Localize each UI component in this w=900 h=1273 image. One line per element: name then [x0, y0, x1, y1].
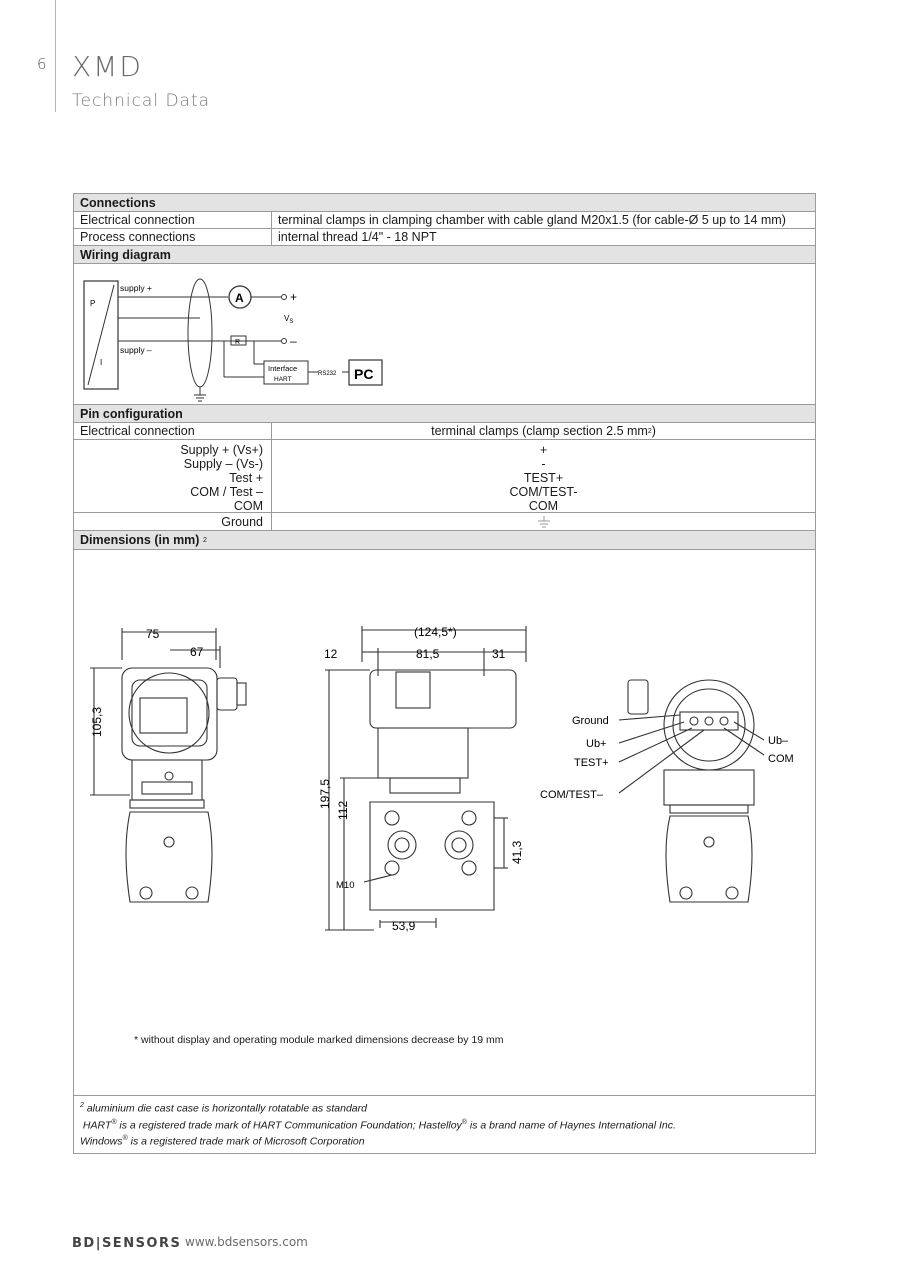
interface-label: Interface: [268, 364, 298, 373]
brand-logo: BD|SENSORS: [72, 1236, 182, 1251]
dimensions-drawing: [74, 550, 815, 1030]
dim-81: 81,5: [416, 647, 440, 661]
pin-electrical-value: terminal clamps (clamp section 2.5 mm 2 ): [431, 424, 656, 438]
pin-value: COM: [528, 499, 559, 513]
footnotes: [74, 1096, 815, 1153]
table-row: [74, 229, 815, 246]
rs232-label: RS232: [318, 371, 337, 377]
pin-value: +: [539, 443, 548, 457]
table-row: [74, 212, 815, 229]
supply-plus-label: supply +: [120, 283, 152, 293]
page-subtitle: Technical Data: [72, 91, 211, 111]
m10-label: M10: [336, 880, 355, 891]
dim-53: 53,9: [392, 919, 416, 933]
ground-icon: [537, 516, 551, 528]
pc-label: PC: [354, 366, 374, 382]
plus-terminal: +: [290, 290, 298, 304]
website-url: www.bdsensors.com: [185, 1235, 308, 1249]
com-label: COM: [768, 753, 794, 765]
page-title: XMD: [72, 50, 143, 83]
footnote-windows: Windows® is a registered trade mark of Microsoft Corporation: [80, 1135, 365, 1148]
header-divider: [55, 0, 56, 112]
footnote-case: $^2$ aluminium die cast case is horizontally rotatable as standard: [80, 1102, 367, 1115]
minus-terminal: –: [290, 334, 297, 348]
ground-terminal-label: Ground: [572, 715, 609, 727]
pin-list: [74, 440, 815, 513]
dim-12: 12: [324, 647, 338, 661]
resistor-label: R: [235, 339, 241, 346]
dim-31: 31: [492, 647, 506, 661]
pin-label: Supply – (Vs-): [183, 457, 263, 471]
dim-67: 67: [190, 645, 204, 659]
ub-minus-label: Ub–: [768, 735, 789, 747]
ground-label: Ground: [74, 513, 272, 530]
electrical-connection-value: terminal clamps in clamping chamber with cable gland M20x1.5 (for cable-Ø 5 up to 14 mm): [278, 213, 786, 227]
test-plus-label: TEST+: [574, 757, 609, 769]
ub-plus-label: Ub+: [586, 738, 607, 750]
table-row: [74, 513, 815, 531]
wiring-heading: Wiring diagram: [74, 246, 815, 264]
dimensions-heading: Dimensions (in mm) 2: [74, 531, 815, 550]
technical-data-table: [73, 193, 816, 1154]
pin-label: Test +: [229, 471, 263, 485]
process-connections-value: internal thread 1/4" - 18 NPT: [278, 230, 437, 244]
p-label: P: [90, 299, 96, 308]
table-row: [74, 423, 815, 440]
pin-label: COM: [233, 499, 263, 513]
dim-41: 41,3: [510, 840, 524, 864]
i-label: I: [100, 358, 103, 367]
vs-label: $V_S$: [284, 314, 294, 325]
dim-112: 112: [336, 800, 350, 820]
wiring-diagram: [74, 264, 815, 405]
dim-197: 197,5: [318, 778, 332, 809]
pin-label: COM / Test –: [190, 485, 263, 499]
dim-124: (124,5*): [414, 625, 457, 639]
pin-value: COM/TEST-: [509, 485, 578, 499]
pin-label: Supply + (Vs+): [180, 443, 263, 457]
pin-configuration-heading: Pin configuration: [74, 405, 815, 423]
page-number: 6: [37, 55, 47, 73]
electrical-connection-label: Electrical connection: [74, 212, 272, 228]
pin-value: TEST+: [523, 471, 564, 485]
process-connections-label: Process connections: [74, 229, 272, 245]
wiring-diagram-drawing: [74, 264, 815, 405]
dim-75: 75: [146, 627, 160, 641]
footnote-hart: HART® is a registered trade mark of HART Communication Foundation; Hastelloy® is a brand name of Haynes International Inc.: [82, 1118, 676, 1131]
pin-electrical-label: Electrical connection: [74, 423, 272, 439]
dim-105: 105,3: [90, 706, 104, 737]
supply-minus-label: supply –: [120, 345, 152, 355]
dimensions-section: [74, 550, 815, 1096]
ammeter-icon: A: [235, 291, 244, 305]
svg-text:HART: HART: [274, 376, 292, 383]
pin-value: -: [541, 457, 546, 471]
connections-heading: Connections: [74, 194, 815, 212]
dimensions-note: * without display and operating module marked dimensions decrease by 19 mm: [134, 1034, 504, 1046]
com-test-label: COM/TEST–: [540, 789, 603, 801]
